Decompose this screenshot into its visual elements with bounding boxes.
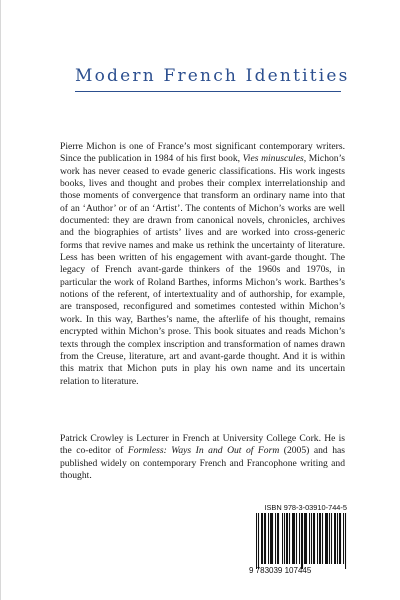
barcode-bar [339,513,340,564]
barcode-bar [289,513,290,564]
barcode-bar [335,513,336,564]
barcode-bar [264,513,265,564]
barcode-bar [327,513,328,564]
barcode-bar [268,513,269,564]
barcode-bar [337,513,338,564]
barcode-bar [293,513,294,564]
barcode-bar [311,513,312,564]
barcode-bar [313,513,314,564]
barcode-bar [286,513,287,564]
barcode-bar [325,513,326,564]
barcode-bar [331,513,332,564]
barcode-bar [301,513,302,569]
book-description-title: Vies minuscules [242,153,304,165]
barcode-bar [340,513,341,564]
barcode-bar [304,513,305,564]
barcode-bar [343,513,344,564]
book-description-body: , Michon’s work has never ceased to evade generic classifications. His work ingests books, lives and thought and probes their complex interrelationship and those moments of convergence that transform an ordinary name into that of an ‘Author’ or of an ‘Artist’. The contents of Michon’s works are well documented: they are drawn from canonical novels, chronicles, archives and the biographies of artists’ lives and are worked into cross-generic forms that revive names and make us rethink the uncertainty of literature. Less has been written of his engagement with avant-garde thought. The legacy of French avant-garde thinkers of the 1960s and 1970s, in particular the work of Roland Barthes, informs Michon’s work. Barthes’s notions of the referent, of intertextuality and of authorship, for example, are transposed, reconfigured and sometimes contested within Michon’s work. In this way, Barthes’s name, the afterlife of his thought, remains encrypted within Michon’s prose. This book situates and reads Michon’s texts through the complex inscription and transformation of names drawn from the Creuse, literature, art and avant-garde thought. And it is within this matrix that Michon puts in play his own name and its uncertain relation to literature. [60,153,345,387]
barcode-bar [319,513,320,564]
barcode-bar [306,513,307,564]
barcode-bar [258,513,259,569]
book-description-intro: Pierre Michon is one of France’s most significant contemporary writers. Since the publication in 1984 of his first book, [60,141,345,165]
barcode-bar [265,513,266,564]
barcode-digits: 9 783039 107445 [249,566,312,575]
author-bio [60,433,345,482]
barcode-bar [309,513,310,564]
barcode-bar [302,513,303,569]
barcode-bar [296,513,297,564]
barcode-bar [329,513,330,564]
author-bio-body: (2005) and has published widely on contemporary French and Francophone writing and thought. [60,445,345,482]
barcode-bar [270,513,271,564]
author-bio-title: Formless: Ways In and Out of Form [127,445,280,457]
barcode-bar [278,513,279,564]
barcode-bar [275,513,276,564]
barcode-bar [320,513,321,564]
barcode-bar [314,513,315,564]
barcode-bar [292,513,293,564]
barcode-bar [262,513,263,564]
barcode-bar [345,513,346,569]
barcode-bar [287,513,288,564]
barcode-bar [317,513,318,564]
series-title: Modern French Identities [75,66,350,86]
barcode-bar [256,513,257,569]
barcode-bar [334,513,335,564]
barcode-bar [294,513,295,564]
barcode-bar [272,513,273,564]
book-description [60,141,345,388]
author-bio-intro: Patrick Crowley is Lecturer in French at University College Cork. He is the co-editor of [60,433,345,457]
barcode-bar [271,513,272,564]
barcode-bar [261,513,262,564]
isbn-label: ISBN 978-3-03910-744-5 [264,503,347,512]
barcode-bar [326,513,327,564]
barcode-bar [277,513,278,564]
barcode-bars [256,513,347,569]
barcode-bar [299,513,300,564]
barcode-bar [305,513,306,564]
series-title-rule [75,91,341,92]
barcode-bar [284,513,285,564]
barcode-bar [282,513,283,564]
barcode-bar [322,513,323,564]
